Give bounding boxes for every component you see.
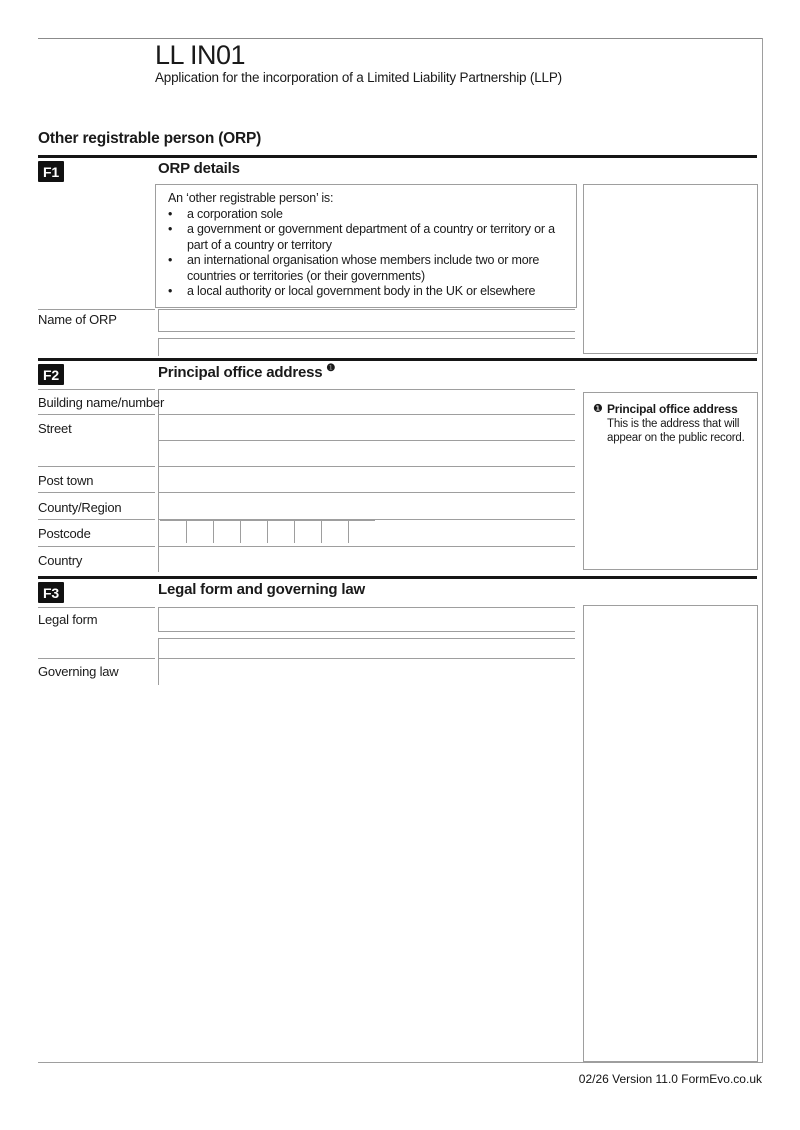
name-row1-bottom-rule — [158, 331, 575, 332]
bullet-icon: • — [168, 206, 173, 221]
post-town-label: Post town — [38, 473, 94, 488]
building-input-row[interactable] — [159, 390, 575, 413]
f2-note-box — [583, 392, 758, 570]
f1-guidance-bullet: • a government or government department of a country or territory or a part of a country or territory — [168, 222, 555, 252]
f2-section-title: Principal office address $^❶$ — [158, 363, 336, 381]
name-of-orp-input-row-1[interactable] — [159, 310, 575, 331]
f3-label-rule — [38, 607, 155, 608]
f3-section-rule — [38, 576, 757, 579]
f1-badge: F1 — [38, 161, 64, 182]
name-of-orp-label: Name of ORP — [38, 312, 117, 327]
page-top-rule — [38, 38, 762, 39]
f3-section-title: Legal form and governing law — [158, 581, 365, 598]
country-input-row[interactable] — [159, 547, 575, 571]
f2-label-rule — [38, 492, 155, 493]
f2-label-rule — [38, 466, 155, 467]
f2-label-rule — [38, 519, 155, 520]
street-input-row-1[interactable] — [159, 415, 575, 439]
postcode-cells — [160, 520, 375, 543]
f1-sidebar-box — [583, 184, 758, 354]
postcode-char-cell[interactable] — [186, 520, 213, 543]
footnote-1-marker-icon: ❶ — [593, 403, 603, 415]
f2-label-rule — [38, 414, 155, 415]
legal-form-label: Legal form — [38, 612, 98, 627]
f1-guidance-intro: An ‘other registrable person’ is: — [168, 191, 334, 205]
page-heading: Other registrable person (ORP) — [38, 130, 262, 147]
postcode-char-cell[interactable] — [348, 520, 375, 543]
f1-guidance-bullet: • an international organisation whose members include two or more countries or territories (or their governments) — [168, 253, 540, 283]
governing-law-label: Governing law — [38, 664, 119, 679]
f2-label-rule — [38, 546, 155, 547]
f3-badge: F3 — [38, 582, 64, 603]
postcode-char-cell[interactable] — [240, 520, 267, 543]
f2-label-rule — [38, 389, 155, 390]
postcode-char-cell[interactable] — [294, 520, 321, 543]
f1-guidance-box — [155, 184, 577, 308]
postcode-char-cell[interactable] — [321, 520, 348, 543]
f1-guidance-text — [156, 185, 576, 300]
county-label: County/Region — [38, 500, 122, 515]
f3-label-rule — [38, 658, 155, 659]
bullet-icon: • — [168, 253, 173, 267]
bullet-icon: • — [168, 222, 173, 236]
legal-form-input-row-2[interactable] — [159, 639, 575, 657]
f2-note-title: Principal office address — [607, 402, 738, 416]
postcode-char-cell[interactable] — [160, 520, 186, 543]
governing-law-input-row[interactable] — [159, 659, 575, 684]
f1-section-rule — [38, 155, 757, 158]
postcode-label: Postcode — [38, 526, 91, 541]
bullet-icon: • — [168, 284, 173, 298]
page-right-rule — [762, 38, 763, 1063]
f1-label-rule — [38, 309, 155, 310]
f2-note — [584, 393, 757, 445]
postcode-char-cell[interactable] — [267, 520, 294, 543]
postcode-char-cell[interactable] — [213, 520, 240, 543]
county-input-row[interactable] — [159, 493, 575, 518]
post-town-input-row[interactable] — [159, 467, 575, 491]
f2-section-rule — [38, 358, 757, 361]
street-label: Street — [38, 421, 72, 436]
street-input-row-2[interactable] — [159, 441, 575, 465]
form-code: LL IN01 — [155, 40, 246, 70]
f1-guidance-bullet: • a local authority or local government body in the UK or elsewhere — [168, 284, 536, 298]
f2-badge: F2 — [38, 364, 64, 385]
form-title: Application for the incorporation of a Limited Liability Partnership (LLP) — [155, 70, 562, 85]
legal-form-row1-bottom-rule — [158, 631, 575, 632]
f3-sidebar-box — [583, 605, 758, 1062]
f1-guidance-bullet: • a corporation sole — [168, 206, 283, 221]
page-bottom-rule — [38, 1062, 762, 1063]
building-label: Building name/number — [38, 395, 165, 410]
f1-section-title: ORP details — [158, 160, 240, 177]
f2-note-body: This is the address that will appear on the public record. — [607, 418, 745, 444]
country-label: Country — [38, 553, 83, 568]
footnote-1-marker-icon: ❶ — [326, 363, 336, 374]
legal-form-input-row-1[interactable] — [159, 608, 575, 630]
name-of-orp-input-row-2[interactable] — [159, 339, 575, 356]
footer-version-text: 02/26 Version 11.0 FormEvo.co.uk — [578, 1072, 762, 1086]
